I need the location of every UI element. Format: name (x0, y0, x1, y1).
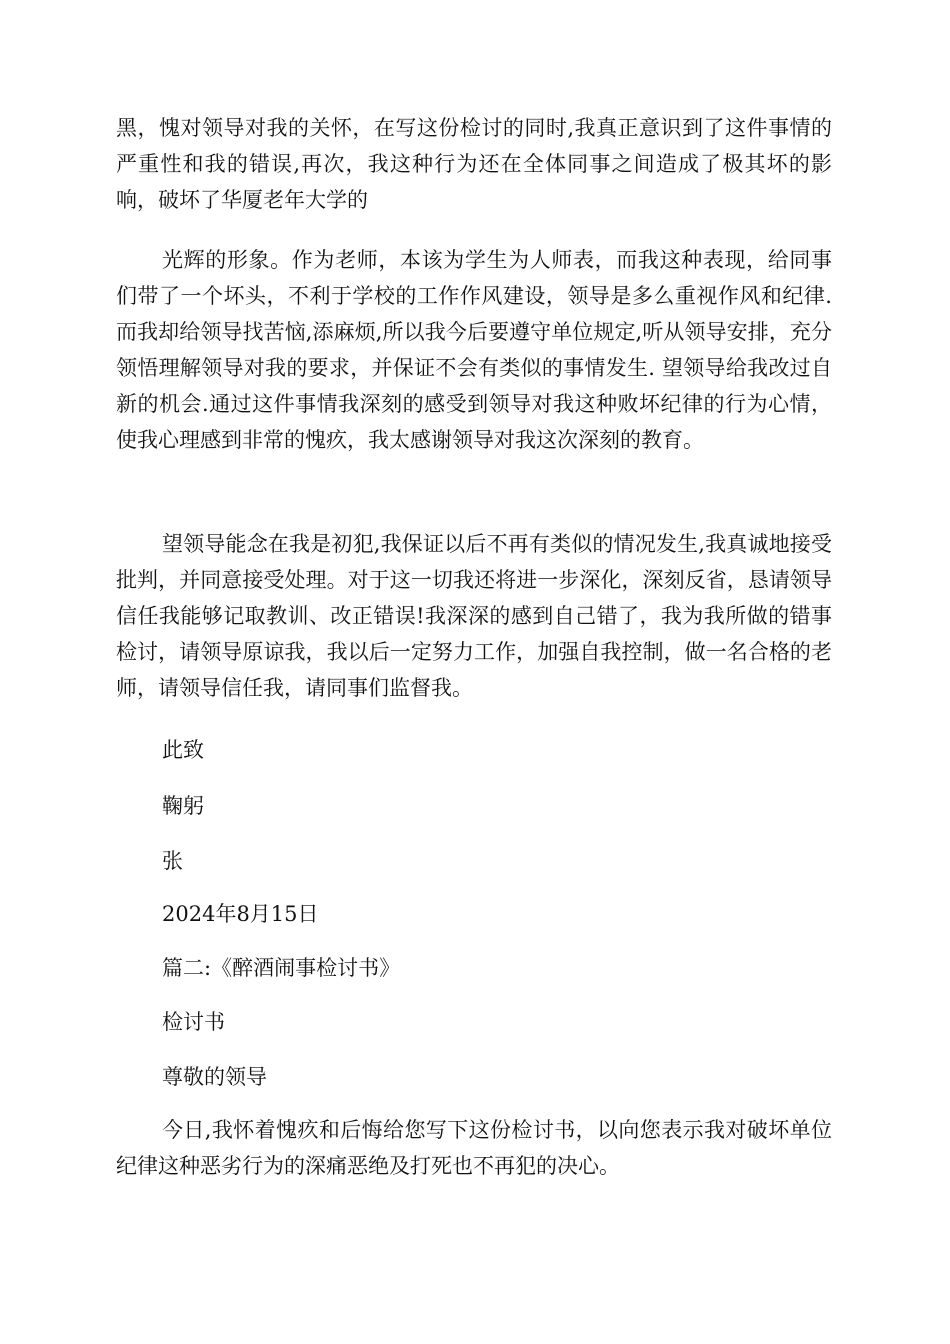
paragraph-2: 光辉的形象。作为老师，本该为学生为人师表，而我这种表现，给同事们带了一个坏头，不利于学校的工作作风建设，领导是多么重视作风和纪律.而我却给领导找苦恼,添麻烦,所以我今后要遵守单位规定,听从领导安排，充分领悟理解领导对我的要求，并保证不会有类似的事情发生. 望领导给我改过自新的机会.通过这件事情我深刻的感受到领导对我这种败坏纪律的行为心情，使我心理感到非常的愧疚，我太感谢领导对我这次深刻的教育。 (116, 248, 832, 452)
salute-text: 鞠躬 (162, 794, 204, 818)
greeting-line: 尊敬的领导 (162, 1065, 267, 1089)
signature-name: 张 (162, 849, 183, 873)
final-paragraph: 今日,我怀着愧疚和后悔给您写下这份检讨书，以向您表示我对破坏单位纪律这种恶劣行为的深痛恶绝及打死也不再犯的决心。 (116, 1118, 832, 1178)
section-title: 篇二:《醉酒闹事检讨书》 (162, 956, 401, 980)
paragraph-3: 望领导能念在我是初犯,我保证以后不再有类似的情况发生,我真诚地接受批判，并同意接受处理。对于这一切我还将进一步深化，深刻反省，恳请领导信任我能够记取教训、改正错误!我深深的感到自己错了，我为我所做的错事检讨，请领导原谅我，我以后一定努力工作，加强自我控制，做一名合格的老师，请领导信任我，请同事们监督我。 (116, 532, 832, 700)
document-title: 检讨书 (162, 1010, 225, 1034)
letter-date: 2024年8月15日 (162, 902, 319, 926)
closing-text: 此致 (162, 738, 204, 762)
paragraph-1: 黑，愧对领导对我的关怀，在写这份检讨的同时,我真正意识到了这件事情的严重性和我的错误,再次，我这种行为还在全体同事之间造成了极其坏的影响，破坏了华厦老年大学的 (116, 116, 832, 212)
